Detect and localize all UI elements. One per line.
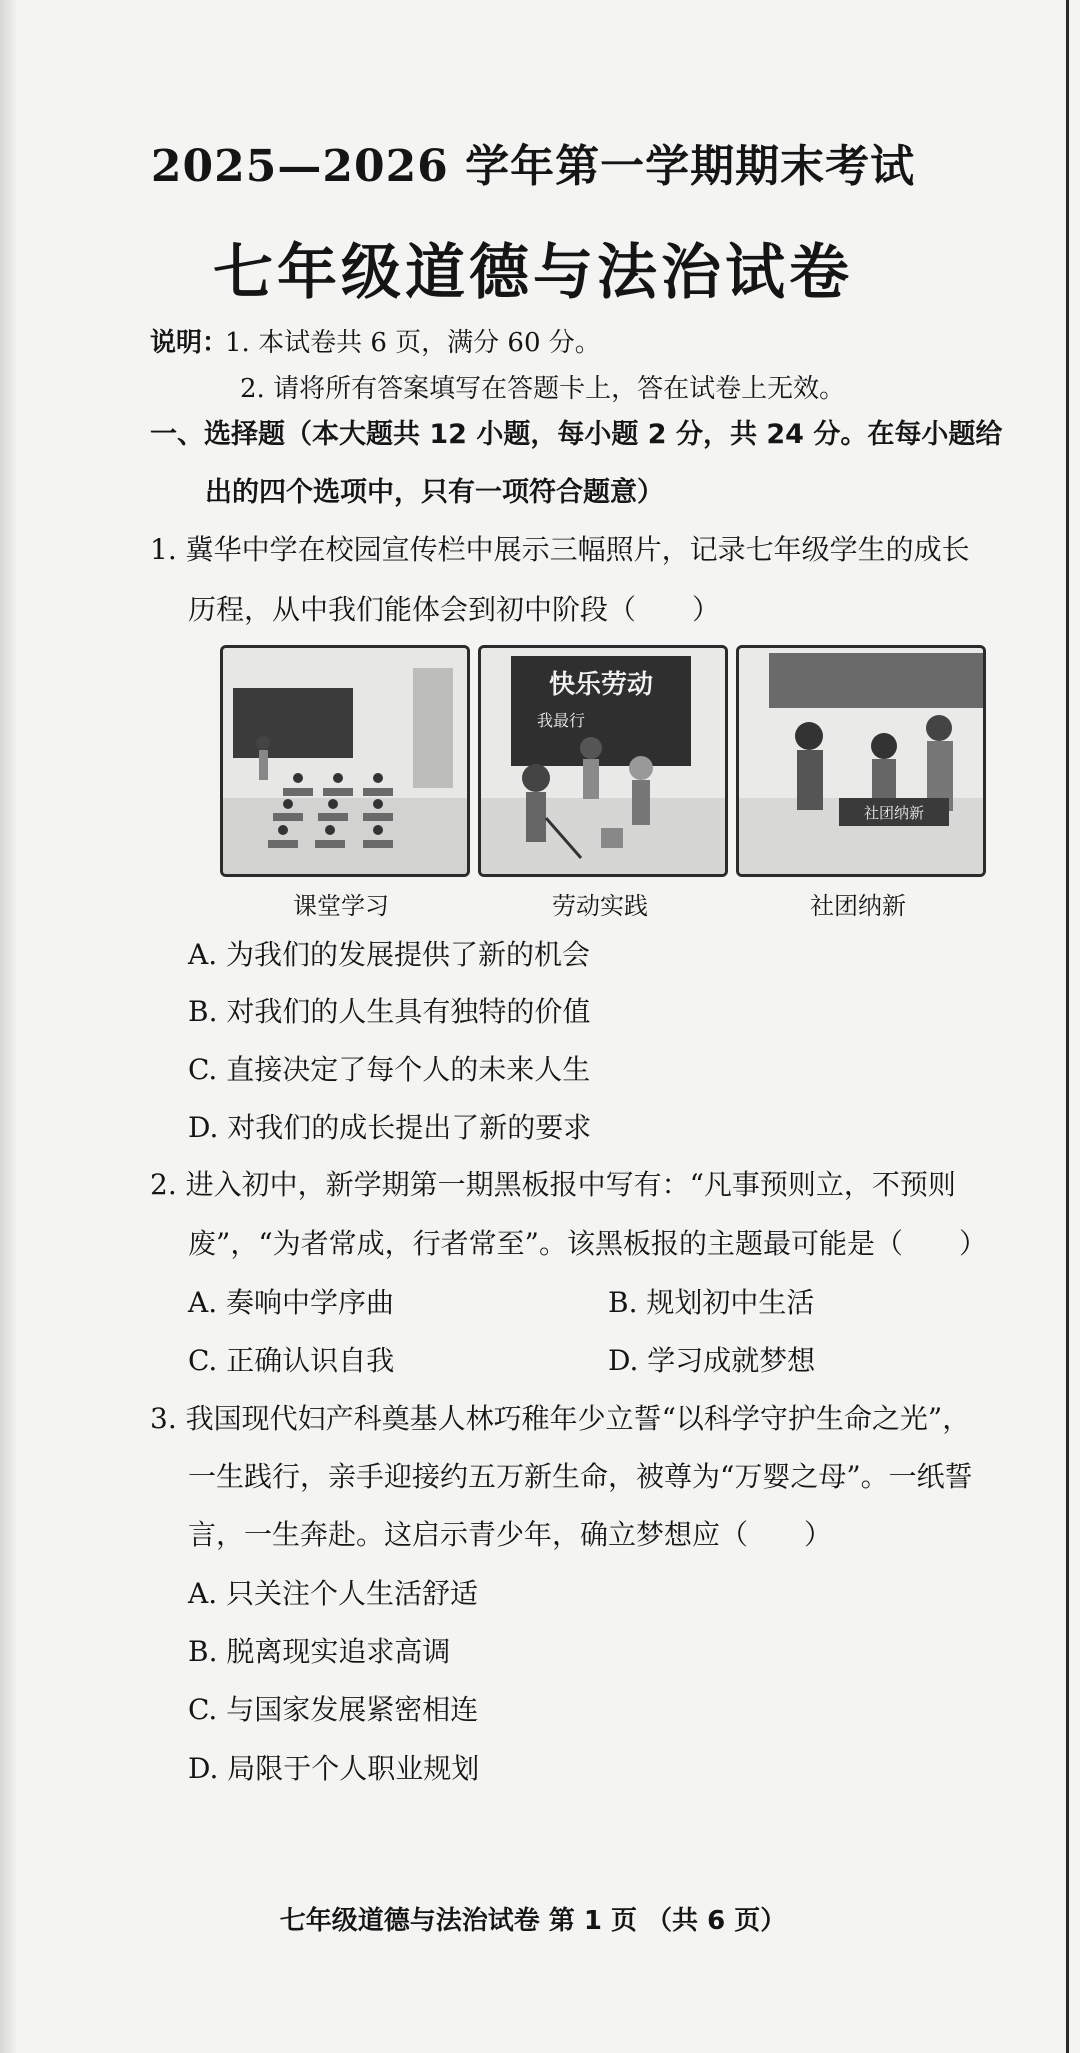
section-heading-line-2: 出的四个选项中，只有一项符合题意） — [205, 477, 664, 508]
question-1-line-2: 历程，从中我们能体会到初中阶段（ ） — [188, 593, 721, 626]
question-2-line-1: 2. 进入初中，新学期第一期黑板报中写有：“凡事预则立，不预则 — [150, 1168, 956, 1201]
q2-option-b: B. 规划初中生活 — [608, 1286, 815, 1319]
q2-option-a: A. 奏响中学序曲 — [188, 1286, 395, 1319]
caption-club: 社团纳新 — [810, 892, 906, 920]
board-title: 快乐劳动 — [548, 670, 654, 700]
binding-line — [1066, 0, 1069, 2053]
caption-classroom: 课堂学习 — [293, 892, 389, 920]
club-illustration — [736, 645, 986, 877]
caption-labor: 劳动实践 — [552, 892, 648, 920]
labor-illustration — [478, 645, 728, 877]
question-3-line-2: 一生践行，亲手迎接约五万新生命，被尊为“万婴之母”。一纸誓 — [188, 1460, 973, 1493]
question-3-line-3: 言，一生奔赴。这启示青少年，确立梦想应（ ） — [188, 1518, 833, 1551]
classroom-illustration — [220, 645, 470, 877]
q3-option-a: A. 只关注个人生活舒适 — [188, 1577, 479, 1610]
q1-option-b: B. 对我们的人生具有独特的价值 — [188, 995, 591, 1028]
q1-option-c: C. 直接决定了每个人的未来人生 — [188, 1053, 591, 1086]
q1-option-a: A. 为我们的发展提供了新的机会 — [188, 938, 591, 971]
q3-option-d: D. 局限于个人职业规划 — [188, 1752, 480, 1785]
note-item-1: 1. 本试卷共 6 页，满分 60 分。 — [225, 328, 601, 358]
club-sign-text: 社团纳新 — [863, 804, 925, 822]
question-1-line-1: 1. 冀华中学在校园宣传栏中展示三幅照片，记录七年级学生的成长 — [150, 533, 970, 566]
q3-option-c: C. 与国家发展紧密相连 — [188, 1693, 479, 1726]
question-3-line-1: 3. 我国现代妇产科奠基人林巧稚年少立誓“以科学守护生命之光”， — [150, 1402, 971, 1435]
board-subtitle: 我最行 — [536, 711, 586, 730]
exam-year-line: 2025—2026 学年第一学期期末考试 — [150, 141, 916, 192]
q2-option-d: D. 学习成就梦想 — [608, 1344, 816, 1377]
section-heading-line-1: 一、选择题（本大题共 12 小题，每小题 2 分，共 24 分。在每小题给 — [150, 419, 1003, 450]
q3-option-b: B. 脱离现实追求高调 — [188, 1635, 451, 1668]
q1-option-d: D. 对我们的成长提出了新的要求 — [188, 1111, 592, 1144]
notes-label: 说明： — [150, 328, 229, 358]
question-2-line-2: 废”，“为者常成，行者常至”。该黑板报的主题最可能是（ ） — [188, 1227, 987, 1260]
exam-title: 七年级道德与法治试卷 — [213, 238, 853, 308]
note-item-2: 2. 请将所有答案填写在答题卡上，答在试卷上无效。 — [240, 374, 846, 404]
page-footer: 七年级道德与法治试卷 第 1 页 （共 6 页） — [279, 1906, 787, 1936]
q2-option-c: C. 正确认识自我 — [188, 1344, 395, 1377]
